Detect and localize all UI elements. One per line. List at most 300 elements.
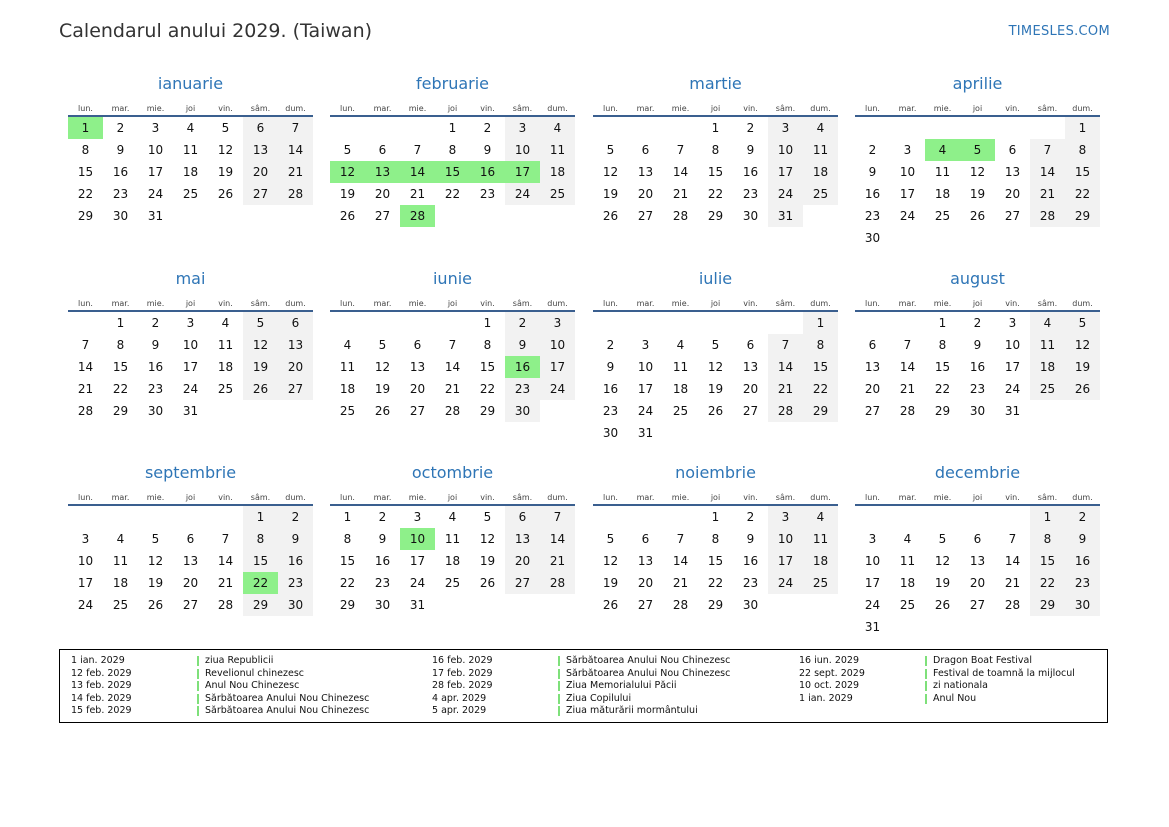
month-aprilie: [855, 73, 1100, 249]
day-cell: 30: [505, 400, 540, 422]
day-cell: 20: [374, 187, 391, 201]
holiday-date: 1 ian. 2029: [71, 655, 125, 666]
weekday-label: joi: [185, 299, 196, 308]
day-cell: 26: [707, 404, 724, 418]
day-cell: 20: [182, 576, 199, 590]
day-cell: 6: [413, 338, 422, 352]
day-cell: 5: [343, 143, 352, 157]
day-cell: 1: [1030, 506, 1065, 528]
day-cell: 11: [444, 532, 461, 546]
day-cell: 29: [707, 598, 724, 612]
holiday-name: Sărbătoarea Anului Nou Chinezesc: [566, 655, 731, 666]
day-cell: 9: [505, 334, 540, 356]
empty-cell: [890, 312, 925, 334]
empty-cell: [365, 117, 400, 139]
month-name: ianuarie: [157, 74, 224, 93]
day-cell: 5: [243, 312, 278, 334]
month-name: aprilie: [952, 74, 1003, 93]
legend-row: [71, 668, 369, 681]
day-cell: 31: [768, 205, 803, 227]
day-cell: 12: [217, 143, 234, 157]
day-cell: 20: [637, 187, 654, 201]
holiday-date: 14 feb. 2029: [71, 692, 132, 704]
day-cell: 18: [803, 161, 838, 183]
day-cell: 24: [899, 209, 916, 223]
day-cell: 8: [711, 532, 720, 546]
holiday-day: 5: [960, 139, 995, 161]
day-cell: 19: [217, 165, 234, 179]
holiday-date: 10 oct. 2029: [799, 680, 860, 691]
holiday-name: Sărbătoarea Anului Nou Chinezesc: [566, 667, 731, 679]
day-cell: 13: [742, 360, 759, 374]
day-cell: 22: [1030, 572, 1065, 594]
day-cell: 7: [221, 532, 230, 546]
month-name: iulie: [698, 269, 733, 288]
day-cell: 17: [540, 356, 575, 378]
day-cell: 2: [378, 510, 387, 524]
day-cell: 14: [1004, 554, 1021, 568]
weekday-label: mie.: [408, 299, 427, 308]
month-martie: [593, 73, 838, 227]
day-cell: 4: [803, 506, 838, 528]
day-cell: 20: [742, 382, 759, 396]
legend-row: [799, 655, 1075, 668]
day-cell: 9: [746, 532, 755, 546]
day-cell: 4: [186, 121, 195, 135]
weekday-label: joi: [710, 493, 721, 502]
day-grid: [330, 506, 575, 616]
month-name: februarie: [415, 74, 490, 93]
day-cell: 17: [768, 550, 803, 572]
weekday-label: mar.: [373, 299, 392, 308]
holiday-date: 1 ian. 2029: [799, 692, 853, 704]
weekday-label: dum.: [810, 493, 831, 502]
empty-cell: [435, 312, 470, 334]
day-cell: 24: [768, 572, 803, 594]
weekday-label: dum.: [285, 104, 306, 113]
day-cell: 19: [243, 356, 278, 378]
day-cell: 23: [112, 187, 129, 201]
day-cell: 17: [77, 576, 94, 590]
weekday-label: vin.: [218, 104, 233, 113]
day-cell: 18: [182, 165, 199, 179]
day-cell: 7: [676, 143, 685, 157]
day-cell: 25: [899, 598, 916, 612]
day-cell: 22: [479, 382, 496, 396]
day-cell: 24: [768, 183, 803, 205]
day-cell: 8: [1030, 528, 1065, 550]
day-cell: 3: [81, 532, 90, 546]
weekday-label: sâm.: [250, 493, 271, 502]
day-cell: 8: [803, 334, 838, 356]
day-cell: 18: [1030, 356, 1065, 378]
holiday-date: 16 feb. 2029: [432, 655, 493, 666]
day-cell: 17: [182, 360, 199, 374]
day-cell: 13: [637, 554, 654, 568]
day-cell: 22: [1065, 183, 1100, 205]
legend-row: [432, 705, 730, 718]
holiday-marker: [558, 694, 560, 704]
day-cell: 26: [339, 209, 356, 223]
day-cell: 8: [938, 338, 947, 352]
day-cell: 23: [147, 382, 164, 396]
day-cell: 26: [479, 576, 496, 590]
day-cell: 27: [637, 598, 654, 612]
weekday-label: mar.: [636, 299, 655, 308]
day-cell: 6: [973, 532, 982, 546]
day-cell: 13: [969, 554, 986, 568]
day-cell: 15: [934, 360, 951, 374]
holiday-name: Ziua Memorialului Păcii: [566, 680, 677, 691]
weekday-label: mar.: [898, 299, 917, 308]
day-cell: 4: [803, 117, 838, 139]
day-cell: 27: [505, 572, 540, 594]
weekday-label: mie.: [146, 299, 165, 308]
day-cell: 2: [746, 510, 755, 524]
day-cell: 25: [339, 404, 356, 418]
weekday-label: vin.: [743, 493, 758, 502]
holiday-name: Ziua măturării mormântului: [566, 705, 698, 716]
day-cell: 30: [864, 231, 881, 245]
day-cell: 22: [803, 378, 838, 400]
day-cell: 4: [343, 338, 352, 352]
holiday-marker: [197, 656, 199, 666]
empty-cell: [960, 506, 995, 528]
weekday-header: [855, 290, 1100, 312]
day-cell: 17: [637, 382, 654, 396]
weekday-label: mar.: [373, 493, 392, 502]
day-cell: 7: [540, 506, 575, 528]
day-cell: 8: [711, 143, 720, 157]
day-cell: 19: [339, 187, 356, 201]
holiday-day: 28: [400, 205, 435, 227]
day-cell: 3: [540, 312, 575, 334]
day-cell: 25: [803, 572, 838, 594]
weekday-label: mar.: [898, 493, 917, 502]
day-cell: 4: [221, 316, 230, 330]
day-cell: 1: [938, 316, 947, 330]
empty-cell: [663, 506, 698, 528]
day-cell: 10: [637, 360, 654, 374]
legend-row: [432, 680, 730, 693]
day-cell: 9: [1065, 528, 1100, 550]
day-cell: 28: [672, 209, 689, 223]
day-cell: 19: [602, 576, 619, 590]
page-title: Calendarul anului 2029. (Taiwan): [59, 20, 373, 42]
legend-row: [432, 655, 730, 668]
month-name: noiembrie: [675, 463, 756, 482]
holiday-day: 16: [470, 161, 505, 183]
weekday-label: mar.: [111, 493, 130, 502]
day-cell: 29: [707, 209, 724, 223]
legend-column: [71, 655, 369, 718]
weekday-label: joi: [447, 493, 458, 502]
weekday-label: joi: [710, 104, 721, 113]
holiday-name: Ziua Copilului: [566, 692, 632, 704]
legend-row: [71, 655, 369, 668]
weekday-label: mar.: [373, 104, 392, 113]
holiday-marker: [558, 656, 560, 666]
day-cell: 14: [768, 356, 803, 378]
day-cell: 15: [77, 165, 94, 179]
weekday-label: vin.: [480, 493, 495, 502]
empty-cell: [68, 506, 103, 528]
day-cell: 6: [505, 506, 540, 528]
day-cell: 8: [448, 143, 457, 157]
day-cell: 26: [243, 378, 278, 400]
holiday-name: Revelionul chinezesc: [205, 667, 305, 679]
holiday-marker: [197, 669, 199, 679]
day-cell: 9: [606, 360, 615, 374]
day-cell: 3: [186, 316, 195, 330]
day-cell: 15: [707, 165, 724, 179]
day-cell: 7: [278, 117, 313, 139]
day-cell: 16: [742, 165, 759, 179]
month-decembrie: [855, 462, 1100, 638]
day-cell: 10: [182, 338, 199, 352]
holiday-name: Festival de toamnă la mijlocul: [933, 667, 1075, 679]
day-cell: 29: [1065, 205, 1100, 227]
day-cell: 12: [934, 554, 951, 568]
day-cell: 3: [768, 506, 803, 528]
day-cell: 16: [278, 550, 313, 572]
day-cell: 30: [602, 426, 619, 440]
day-cell: 19: [969, 187, 986, 201]
day-cell: 28: [278, 183, 313, 205]
empty-cell: [855, 506, 890, 528]
day-cell: 31: [1004, 404, 1021, 418]
day-cell: 22: [707, 576, 724, 590]
empty-cell: [330, 312, 365, 334]
day-cell: 1: [116, 316, 125, 330]
day-cell: 28: [768, 400, 803, 422]
day-cell: 15: [707, 554, 724, 568]
month-name: iunie: [432, 269, 472, 288]
holiday-day: 13: [365, 161, 400, 183]
day-cell: 18: [444, 554, 461, 568]
day-cell: 26: [217, 187, 234, 201]
day-cell: 11: [1030, 334, 1065, 356]
weekday-label: vin.: [480, 299, 495, 308]
weekday-label: joi: [185, 493, 196, 502]
day-cell: 10: [1004, 338, 1021, 352]
day-cell: 10: [768, 139, 803, 161]
day-cell: 25: [112, 598, 129, 612]
holiday-day: 17: [505, 161, 540, 183]
day-cell: 3: [413, 510, 422, 524]
weekday-label: joi: [185, 104, 196, 113]
day-cell: 13: [1004, 165, 1021, 179]
site-link[interactable]: TIMESLES.COM: [1008, 24, 1110, 39]
day-cell: 3: [641, 338, 650, 352]
day-cell: 20: [969, 576, 986, 590]
day-cell: 21: [1004, 576, 1021, 590]
day-cell: 1: [343, 510, 352, 524]
day-cell: 14: [672, 554, 689, 568]
day-cell: 16: [1065, 550, 1100, 572]
weekday-label: mie.: [146, 493, 165, 502]
day-cell: 2: [606, 338, 615, 352]
day-cell: 9: [116, 143, 125, 157]
day-cell: 5: [221, 121, 230, 135]
holiday-name: Anul Nou: [933, 692, 977, 704]
weekday-label: mie.: [408, 104, 427, 113]
day-cell: 15: [243, 550, 278, 572]
day-cell: 24: [637, 404, 654, 418]
weekday-label: dum.: [1072, 493, 1093, 502]
day-cell: 30: [112, 209, 129, 223]
day-cell: 29: [934, 404, 951, 418]
month-septembrie: [68, 462, 313, 616]
weekday-label: vin.: [218, 299, 233, 308]
weekday-label: mie.: [146, 104, 165, 113]
day-cell: 6: [641, 532, 650, 546]
day-grid: [68, 312, 313, 422]
day-cell: 12: [374, 360, 391, 374]
legend-column: [799, 655, 1075, 705]
day-cell: 22: [707, 187, 724, 201]
day-cell: 2: [746, 121, 755, 135]
holiday-date: 16 iun. 2029: [799, 655, 860, 666]
day-cell: 29: [479, 404, 496, 418]
day-cell: 9: [746, 143, 755, 157]
day-cell: 2: [116, 121, 125, 135]
day-cell: 19: [374, 382, 391, 396]
day-cell: 8: [483, 338, 492, 352]
empty-cell: [628, 312, 663, 334]
day-cell: 28: [1004, 598, 1021, 612]
empty-cell: [593, 117, 628, 139]
day-cell: 21: [278, 161, 313, 183]
day-cell: 12: [243, 334, 278, 356]
month-februarie: [330, 73, 575, 227]
month-name: decembrie: [934, 463, 1021, 482]
day-cell: 27: [182, 598, 199, 612]
day-cell: 24: [147, 187, 164, 201]
day-cell: 10: [899, 165, 916, 179]
day-cell: 11: [672, 360, 689, 374]
day-cell: 4: [448, 510, 457, 524]
day-cell: 5: [378, 338, 387, 352]
legend-row: [799, 693, 1075, 706]
weekday-label: joi: [972, 299, 983, 308]
day-cell: 11: [339, 360, 356, 374]
weekday-header: [330, 95, 575, 117]
day-cell: 11: [217, 338, 234, 352]
day-cell: 18: [112, 576, 129, 590]
month-name: octombrie: [411, 463, 494, 482]
day-cell: 28: [672, 598, 689, 612]
holiday-name: Dragon Boat Festival: [933, 655, 1033, 666]
holiday-date: 28 feb. 2029: [432, 680, 493, 691]
weekday-label: mar.: [111, 104, 130, 113]
day-cell: 27: [742, 404, 759, 418]
day-cell: 22: [112, 382, 129, 396]
day-cell: 26: [934, 598, 951, 612]
day-cell: 12: [479, 532, 496, 546]
weekday-label: mie.: [933, 104, 952, 113]
weekday-label: lun.: [865, 299, 880, 308]
day-cell: 29: [339, 598, 356, 612]
day-cell: 29: [803, 400, 838, 422]
holiday-marker: [558, 681, 560, 691]
day-cell: 18: [899, 576, 916, 590]
day-cell: 17: [899, 187, 916, 201]
day-cell: 13: [278, 334, 313, 356]
day-cell: 27: [969, 598, 986, 612]
holiday-marker: [197, 681, 199, 691]
day-cell: 19: [479, 554, 496, 568]
day-cell: 17: [768, 161, 803, 183]
weekday-label: vin.: [1005, 493, 1020, 502]
weekday-label: sâm.: [512, 299, 533, 308]
empty-cell: [663, 117, 698, 139]
day-cell: 14: [899, 360, 916, 374]
legend-row: [71, 680, 369, 693]
day-cell: 15: [479, 360, 496, 374]
weekday-label: mie.: [671, 299, 690, 308]
day-cell: 13: [182, 554, 199, 568]
day-cell: 11: [112, 554, 129, 568]
day-cell: 9: [973, 338, 982, 352]
empty-cell: [925, 117, 960, 139]
day-cell: 7: [413, 143, 422, 157]
day-cell: 4: [903, 532, 912, 546]
day-cell: 15: [112, 360, 129, 374]
day-cell: 31: [147, 209, 164, 223]
day-cell: 2: [505, 312, 540, 334]
legend-column: [432, 655, 730, 718]
day-cell: 19: [602, 187, 619, 201]
empty-cell: [698, 312, 733, 334]
weekday-header: [68, 290, 313, 312]
day-cell: 10: [540, 334, 575, 356]
day-cell: 4: [540, 117, 575, 139]
day-cell: 7: [1030, 139, 1065, 161]
weekday-label: mar.: [111, 299, 130, 308]
month-noiembrie: [593, 462, 838, 616]
day-cell: 16: [147, 360, 164, 374]
day-cell: 21: [768, 378, 803, 400]
day-cell: 9: [868, 165, 877, 179]
day-cell: 31: [637, 426, 654, 440]
holiday-date: 22 sept. 2029: [799, 667, 865, 679]
legend-row: [71, 693, 369, 706]
day-cell: 14: [1030, 161, 1065, 183]
weekday-label: lun.: [78, 493, 93, 502]
weekday-header: [593, 95, 838, 117]
day-grid: [68, 506, 313, 616]
day-cell: 25: [934, 209, 951, 223]
weekday-label: mar.: [898, 104, 917, 113]
day-cell: 20: [243, 161, 278, 183]
day-grid: [593, 506, 838, 616]
day-cell: 25: [803, 183, 838, 205]
day-cell: 29: [77, 209, 94, 223]
day-cell: 25: [217, 382, 234, 396]
weekday-label: joi: [447, 104, 458, 113]
holiday-day: 4: [925, 139, 960, 161]
day-cell: 10: [864, 554, 881, 568]
day-cell: 21: [444, 382, 461, 396]
day-cell: 26: [602, 209, 619, 223]
day-cell: 19: [1065, 356, 1100, 378]
day-cell: 21: [1030, 183, 1065, 205]
weekday-label: sâm.: [250, 299, 271, 308]
weekday-label: sâm.: [775, 104, 796, 113]
day-cell: 28: [899, 404, 916, 418]
holiday-marker: [925, 694, 927, 704]
